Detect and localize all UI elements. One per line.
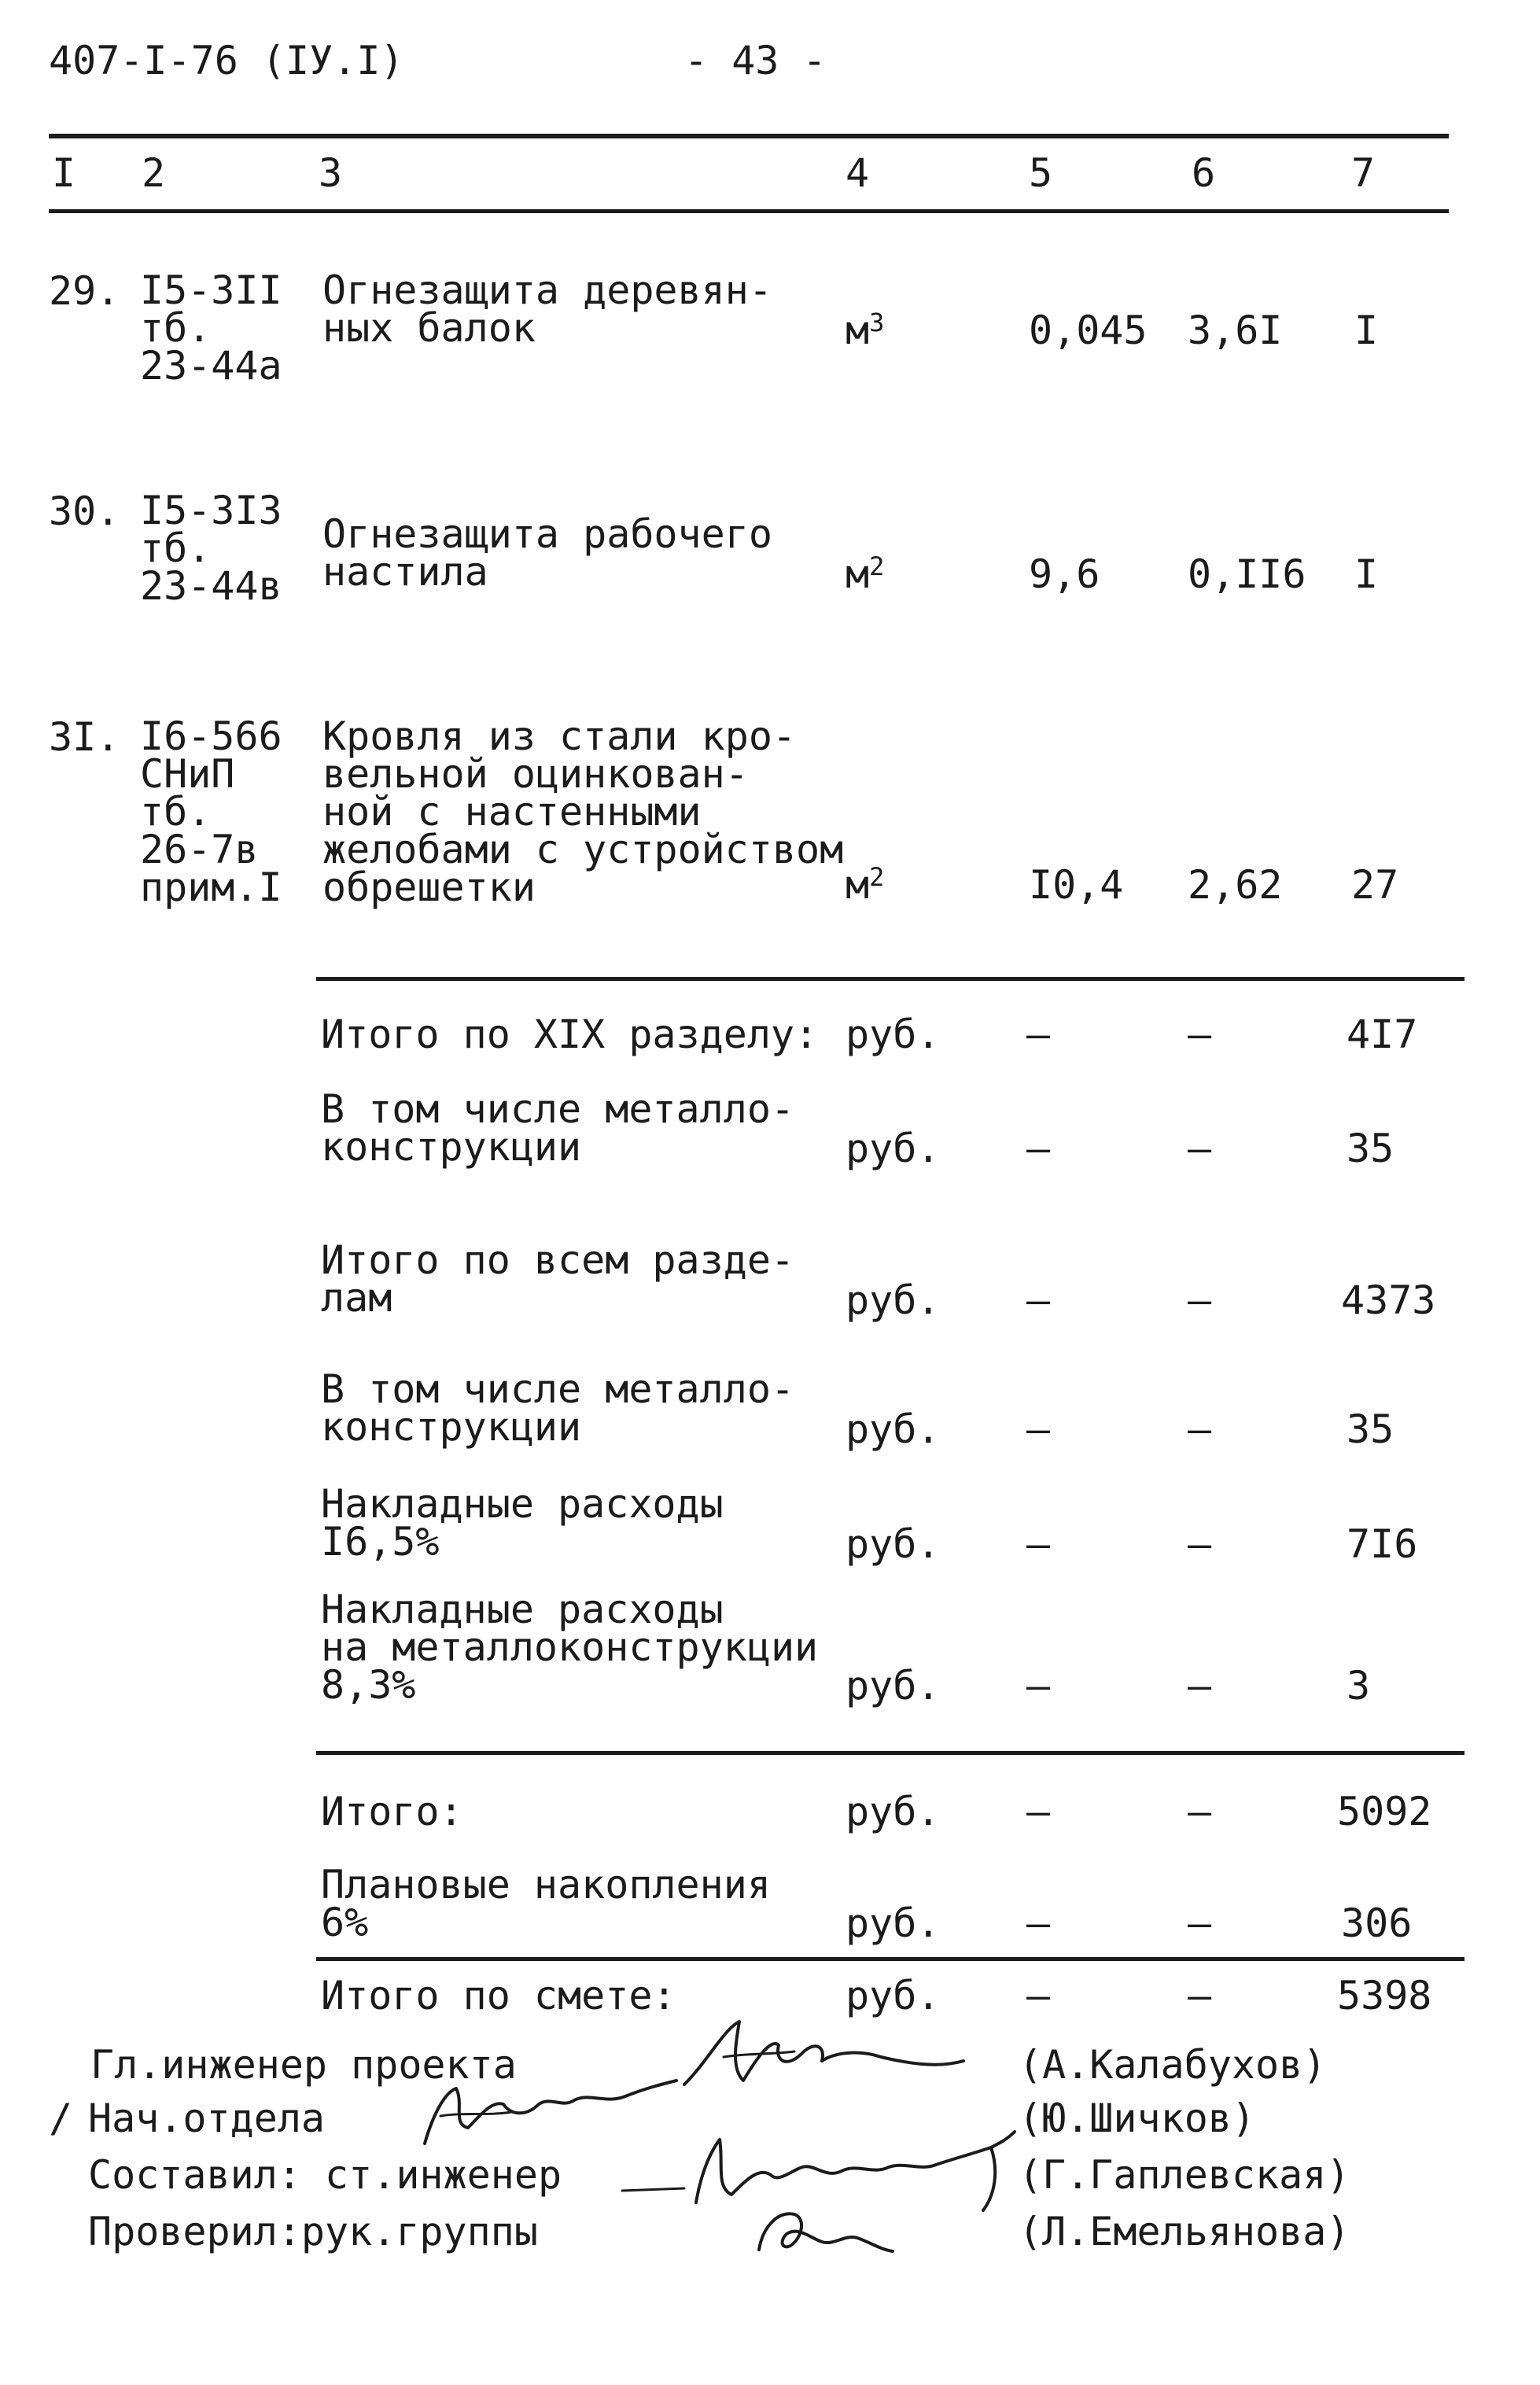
summary-unit: руб. <box>846 1277 941 1323</box>
estimate-total-rule <box>316 1957 1464 1961</box>
summary-total: 3 <box>1347 1663 1371 1709</box>
subtotal-rule <box>316 1751 1464 1755</box>
column-header-6: 6 <box>1192 150 1216 196</box>
summary-unit: руб. <box>846 1126 941 1171</box>
summary-col6: – <box>1188 1973 1212 2018</box>
column-header-5: 5 <box>1029 150 1053 196</box>
signature-role: Составил: ст.инженер <box>88 2152 562 2198</box>
summary-label: Итого: <box>321 1789 463 1834</box>
summary-label: Итого по XIX разделу: <box>321 1012 819 1057</box>
row-description: Огнезащита деревян- ных балок <box>322 267 772 351</box>
row-quantity: I0,4 <box>1029 862 1124 908</box>
column-header-2: 2 <box>142 150 166 196</box>
summary-col5: – <box>1026 1277 1051 1323</box>
row-unit: $м^3$ <box>846 308 885 353</box>
row-total: I <box>1354 551 1379 597</box>
column-header-1: I <box>52 150 76 196</box>
summary-label: Плановые накопления 6% <box>321 1862 771 1945</box>
signature-name: (Г.Гаплевская) <box>1019 2152 1350 2198</box>
signature-name: (Л.Емельянова) <box>1019 2209 1350 2254</box>
summary-total: 4373 <box>1341 1277 1436 1323</box>
summary-unit: руб. <box>846 1012 941 1057</box>
summary-col6: – <box>1188 1900 1212 1946</box>
summary-total: 5398 <box>1337 1973 1432 2018</box>
summary-unit: руб. <box>846 1406 941 1452</box>
margin-mark: / <box>49 2096 73 2141</box>
summary-total: 7I6 <box>1347 1521 1418 1567</box>
summary-label: В том числе металло- конструкции <box>321 1086 795 1170</box>
page-number: - 43 - <box>684 38 827 83</box>
row-number: 29. <box>49 268 120 314</box>
summary-label: В том числе металло- конструкции <box>321 1366 795 1450</box>
summary-col5: – <box>1026 1973 1051 2018</box>
summary-unit: руб. <box>846 1789 941 1834</box>
summary-unit: руб. <box>846 1900 941 1946</box>
row-total: I <box>1354 308 1379 353</box>
summary-col5: – <box>1026 1012 1051 1057</box>
summary-col6: – <box>1188 1126 1212 1171</box>
row-number: 3I. <box>49 714 120 760</box>
column-header-3: 3 <box>319 150 343 196</box>
summary-col5: – <box>1026 1406 1051 1452</box>
summary-unit: руб. <box>846 1973 941 2018</box>
summary-label: Итого по смете: <box>321 1973 676 2018</box>
summary-label: Накладные расходы I6,5% <box>321 1481 724 1565</box>
summary-col5: – <box>1026 1521 1051 1567</box>
row-unit-price: 3,6I <box>1188 308 1283 353</box>
summary-col6: – <box>1188 1663 1212 1709</box>
row-unit: $м^2$ <box>846 862 885 908</box>
column-header-7: 7 <box>1351 150 1376 196</box>
summary-total: 4I7 <box>1347 1012 1418 1057</box>
summary-col5: – <box>1026 1789 1051 1834</box>
summary-total: 306 <box>1341 1900 1413 1946</box>
summary-total: 35 <box>1347 1406 1394 1452</box>
summary-col6: – <box>1188 1406 1212 1452</box>
row-total: 27 <box>1351 862 1399 908</box>
row-quantity: 9,6 <box>1029 551 1100 597</box>
summary-col6: – <box>1188 1277 1212 1323</box>
summary-unit: руб. <box>846 1521 941 1567</box>
summary-col5: – <box>1026 1126 1051 1171</box>
row-code: I5-3II тб. 23-44а <box>140 267 282 389</box>
row-unit-price: 0,II6 <box>1188 551 1306 597</box>
table-header-rule <box>49 209 1449 213</box>
row-description: Огнезащита рабочего настила <box>322 511 772 595</box>
signature-name: (Ю.Шичков) <box>1019 2096 1256 2141</box>
row-code: I6-566 СНиП тб. 26-7в прим.I <box>140 713 282 910</box>
signature-role: Проверил:рук.группы <box>88 2209 538 2254</box>
summary-col6: – <box>1188 1789 1212 1834</box>
signature-name: (А.Калабухов) <box>1019 2042 1327 2088</box>
summary-unit: руб. <box>846 1663 941 1709</box>
row-description: Кровля из стали кро- вельной оцинкован- ной с настенными желобами с устройством обрешетки <box>322 713 844 910</box>
table-top-rule <box>49 134 1449 138</box>
column-header-4: 4 <box>846 150 870 196</box>
signature-role: Гл.инженер проекта <box>90 2042 517 2088</box>
summary-col5: – <box>1026 1663 1051 1709</box>
document-code: 407-I-76 (IУ.I) <box>49 38 404 83</box>
summary-col6: – <box>1188 1521 1212 1567</box>
summary-label: Итого по всем разде- лам <box>321 1237 795 1321</box>
summary-total: 35 <box>1347 1126 1394 1171</box>
row-unit: $м^2$ <box>846 551 885 597</box>
row-number: 30. <box>49 488 120 534</box>
row-quantity: 0,045 <box>1029 308 1148 353</box>
summary-col6: – <box>1188 1012 1212 1057</box>
signature-role: Нач.отдела <box>88 2096 326 2141</box>
row-unit-price: 2,62 <box>1188 862 1283 908</box>
summary-top-rule <box>316 977 1464 981</box>
handwritten-signature-checker <box>747 2195 904 2273</box>
summary-col5: – <box>1026 1900 1051 1946</box>
summary-total: 5092 <box>1337 1789 1432 1834</box>
summary-label: Накладные расходы на металлоконструкции 8,3% <box>321 1587 819 1708</box>
row-code: I5-3I3 тб. 23-44в <box>140 488 282 609</box>
